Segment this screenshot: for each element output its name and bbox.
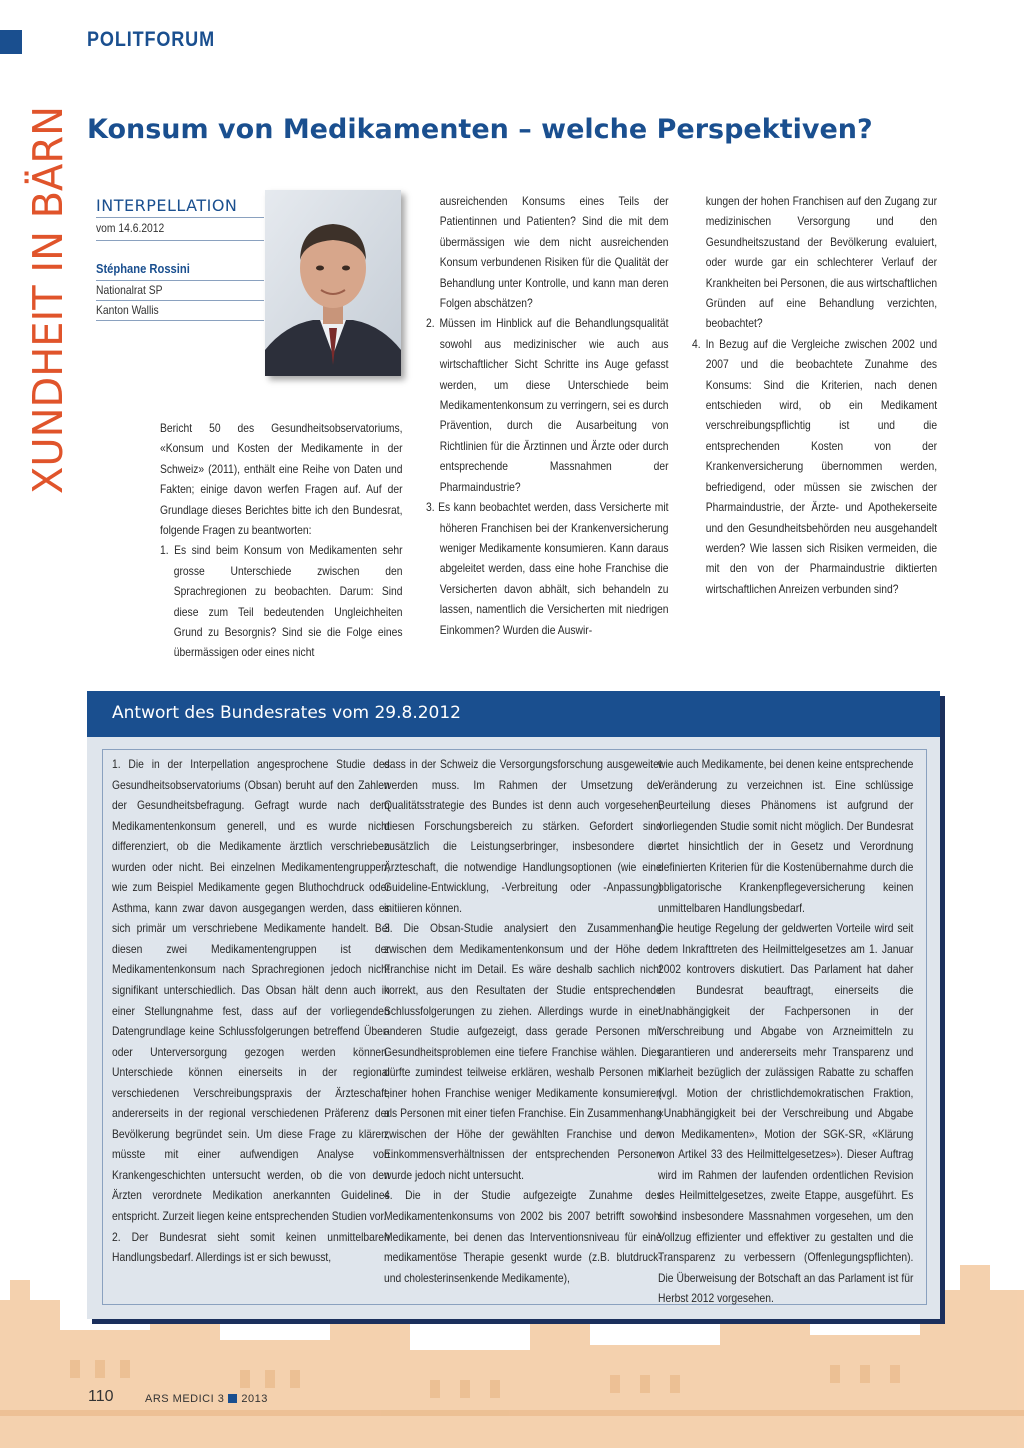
answer-title: Antwort des Bundesrates vom 29.8.2012 [112,703,461,723]
journal-name: ARS MEDICI 3 [145,1393,225,1405]
answer-point-2-continued: dass in der Schweiz die Versorgungsforschung ausgeweitet werden muss. Im Rahmen der Umsetzung der Qualitätsstrategie des Bundes ist denn auch vorgesehen, diesen Forschungsbereich zu stärken. Gefordert sind zusätzlich die Leistungserbringer, insbesondere die Ärzteschaft, die notwendige Handlungsoptionen (wie eine Guideline-Entwicklung, -Verbreitung oder -Anpassung) initiieren können. [384,757,662,915]
question-1-continued: ausreichenden Konsums eines Teils der Patientinnen und Patienten? Sind die mit dem übermässigen wie dem nicht ausreichenden Konsum verbundenen Risiken für die Qualität der Behandlung unter Kontrolle, und kann man deren Folgen abschätzen? [439,194,669,311]
interpellation-column-3 [692,191,977,599]
journal-footer [145,1393,268,1405]
author-role: Nationalrat SP [96,283,163,297]
intro-paragraph: Bericht 50 des Gesundheitsobservatoriums, «Konsum und Kosten der Medikamente in der Schweiz» (2011), enthält eine Reihe von Daten und Fakten; einige davon werfen Fragen auf. Auf der Grundlage dieses Berichtes bitte ich den Bundesrat, folgende Fragen zu beantworten: [160,421,403,538]
divider [96,217,264,218]
answer-point-4-continued: wie auch Medikamente, bei denen keine entsprechende Veränderung zu verzeichnen ist. Eine schlüssige Beurteilung dieses Phänomens ist aufgrund der vorliegenden Studie somit nicht möglich. Der Bundesrat ortet hinsichtlich der in Gesetz und Verordnung definierten Kriterien für die Kostenübernahme durch die obligatorische Krankenpflegeversicherung keinen unmittelbaren Handlungsbedarf. [658,757,914,915]
side-title [22,104,70,494]
divider [96,300,264,301]
question-4: 4. In Bezug auf die Vergleiche zwischen 2002 und 2007 und die beobachtete Zunahme des Konsums: Sind die Kriterien, nach denen entschieden wird, ob ein Medikament verschreibungspflichtig ist und die entsprechenden Kosten von der Krankenversicherung übernommen werden, befriedigend, oder müssen sie zwischen der Pharmaindustrie, der Ärzte- und Apothekerseite und den Gesundheitsbehörden neu ausgehandelt werden? Wie lassen sich Risiken vermeiden, die mit den von der Pharmaindustrie diktierten wirtschaftlichen Anreizen verbunden sind? [692,336,938,596]
section-label: POLITFORUM [87,28,215,51]
answer-column-3 [658,754,955,1309]
article-title: Konsum von Medikamenten – welche Perspektiven? [87,114,873,145]
answer-box [87,691,940,1319]
divider [96,320,264,321]
answer-point-2: 2. Der Bundesrat sieht somit keinen unmittelbaren Handlungsbedarf. Allerdings ist er sich bewusst, [112,1229,390,1265]
interpellation-label: INTERPELLATION [96,196,238,215]
interpellation-column-2 [426,191,708,640]
answer-paragraph-rebates: Die heutige Regelung der geldwerten Vorteile wird seit dem Inkrafttreten des Heilmittelgesetzes am 1. Januar 2002 kontrovers diskutiert. Das Parlament hat daher den Bundesrat beauftragt, einerseits die Unabhängigkeit der Fachpersonen in der Verschreibung und Abgabe von Arzneimitteln zu garantieren und andererseits mehr Transparenz und Klarheit bezüglich der zulässigen Rabatte zu schaffen (vgl. Motion der christlichdemokratischen Fraktion, «Unabhängigkeit bei der Verschreibung und Abgabe von Medikamenten», Motion der SGK-SR, «Klärung von Artikel 33 des Heilmittelgesetzes»). Dieser Auftrag wird im Rahmen der laufenden ordentlichen Revision des Heilmittelgesetzes, zweite Etappe, ausgeführt. Es sind insbesondere Massnahmen vorgesehen, um den Vollzug effizienter und effektiver zu gestalten und die Transparenz zu verbessern (Offenlegungspflichten). Die Überweisung der Botschaft an das Parlament ist für Herbst 2012 vorgesehen. [658,921,914,1306]
answer-point-4: 4. Die in der Studie aufgezeigte Zunahme des Medikamentenkonsums von 2002 bis 2007 betrifft sowohl Medikamente, bei denen das Interventionsniveau für eine medikamentöse Therapie gesenkt wurde (z.B. blutdruck- und cholesterinsenkende Medikamente), [384,1188,662,1285]
answer-point-3: 3. Die Obsan-Studie analysiert den Zusammenhang zwischen dem Medikamentenkonsum und der Höhe der Franchise nicht im Detail. Es wäre deshalb sachlich nicht korrekt, aus den Resultaten der Studie entsprechende Schlussfolgerungen zu ziehen. Allerdings wurde in einer anderen Studie aufgezeigt, dass gerade Personen mit Gesundheitsproblemen eine tiefere Franchise wählen. Dies dürfte zumindest teilweise erklären, weshalb Personen mit einer hohen Franchise weniger Medikamente konsumieren als Personen mit einer tiefen Franchise. Ein Zusammenhang zwischen der Höhe der gewählten Franchise und den Einkommensverhältnissen der entsprechenden Personen wurde jedoch nicht untersucht. [384,921,662,1182]
answer-header [87,691,940,737]
divider [96,280,264,281]
question-1: 1. Es sind beim Konsum von Medikamenten sehr grosse Unterschiede zwischen den Sprachregionen zu beobachten. Darum: Sind diese zum Teil bedeutenden Ungleichheiten Grund zu Besorgnis? Sind sie die Folge eines übermässigen oder eines nicht [160,543,403,660]
author-name: Stéphane Rossini [96,261,190,276]
page-number: 110 [88,1388,114,1405]
answer-point-1: 1. Die in der Interpellation angesprochene Studie des Gesundheitsobservatoriums (Obsan) beruht auf den Zahlen der Gesundheitsbefragung. Gefragt wurde nach dem Medikamentenkonsum generell, und es wurde nicht differenziert, ob die Medikamente ärztlich verschrieben wurden oder nicht. Bei einzelnen Medikamentengruppen, wie zum Beispiel Medikamente gegen Bluthochdruck oder Asthma, kann zwar davon ausgegangen werden, dass es sich primär um verschriebene Medikamente handelt. Bei diesen zwei Medikamentengruppen ist der Medikamentenkonsum nach Sprachregionen jedoch nicht signifikant unterschiedlich. Das Obsan hält denn auch in einer Stellungnahme fest, dass auf der vorliegenden Datengrundlage keine Schlussfolgerungen betreffend Über- oder Unterversorgung gezogen werden können. Unterschiede können einerseits in der regional verschiedenen Verschreibungspraxis der Ärzteschaft, andererseits in der regional verschiedenen Präferenz der Bevölkerung begründet sein. Um diese Frage zu klären, müsste mit einer aufwendigen Analyse von Krankengeschichten untersucht werden, ob die von den Ärzten verordnete Medikation anerkannten Guidelines entspricht. Zurzeit liegen keine entsprechenden Studien vor. [112,757,390,1224]
interpellation-date: vom 14.6.2012 [96,221,165,235]
question-2: 2. Müssen im Hinblick auf die Behandlungsqualität sowohl aus medizinischer wie auch aus wirtschaftlicher Sicht Schritte ins Auge gefasst werden, um diese Unterschiede beim Medikamentenkonsum zu verringern, sei es durch Prävention, durch die Ausarbeitung von Richtlinien für die Ärztinnen und Ärzte oder durch entsprechende Massnahmen der Pharmaindustrie? [426,316,669,494]
journal-year: 2013 [241,1393,268,1405]
author-canton: Kanton Wallis [96,303,159,317]
author-portrait [265,190,401,376]
divider [96,240,264,241]
side-title-text: XUNDHEIT IN BÄRN [24,104,70,494]
interpellation-column-1 [160,418,442,663]
question-3: 3. Es kann beobachtet werden, dass Versicherte mit höheren Franchisen bei der Krankenversicherung weniger Medikamente konsumieren. Kann daraus abgeleitet werden, dass eine hohe Franchise die Versicherten davon abhält, sich behandeln zu lassen, namentlich die Versicherten mit niedrigen Einkommen? Wurden die Auswir- [426,500,669,637]
footer-square-icon [228,1394,237,1403]
question-3-continued: kungen der hohen Franchisen auf den Zugang zur medizinischen Versorgung und den Gesundheitszustand der Bevölkerung evaluiert, oder wurde gar ein schlechterer Verlauf der Krankheiten bei Personen, die aus wirtschaftlichen Gründen auf eine Behandlung verzichten, beobachtet? [705,194,938,331]
section-marker [0,30,22,54]
